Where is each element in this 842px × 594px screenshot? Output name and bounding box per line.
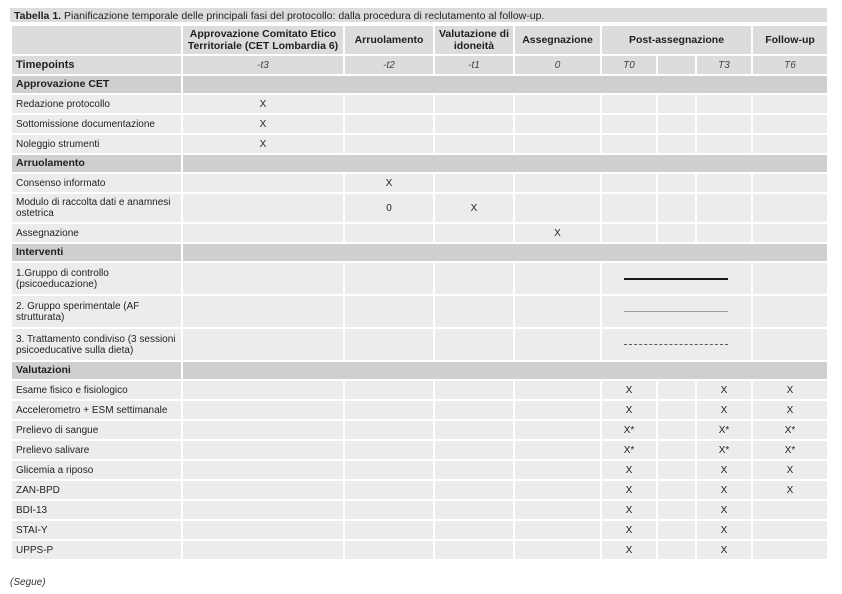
- cell-followup: [752, 173, 828, 193]
- intervention-line-cell: [601, 262, 752, 295]
- schedule-table: [10, 24, 829, 561]
- cell-arruolamento: [344, 420, 434, 440]
- cell-assegnazione: [514, 173, 601, 193]
- cell-arruolamento: [344, 400, 434, 420]
- cell-valutazione: [434, 480, 514, 500]
- cell-approvazione: [182, 540, 344, 560]
- header-arruolamento: Arruolamento: [344, 25, 434, 55]
- timepoints-row: [11, 55, 828, 75]
- cell-valutazione: [434, 223, 514, 243]
- section-fill: [182, 361, 828, 380]
- timepoint-valutazione: -t1: [434, 55, 514, 75]
- cell-followup: [752, 262, 828, 295]
- cell-valutazione: [434, 173, 514, 193]
- cell-post-a: [601, 134, 657, 154]
- row-label: Prelievo di sangue: [11, 420, 182, 440]
- cell-approvazione: [182, 400, 344, 420]
- cell-arruolamento: [344, 94, 434, 114]
- row-label: 1.Gruppo di controllo (psicoeducazione): [11, 262, 182, 295]
- section-row-valutazioni: [11, 361, 828, 380]
- cell-arruolamento: [344, 295, 434, 328]
- cell-approvazione: X: [182, 134, 344, 154]
- table-container: [10, 8, 827, 561]
- header-post-assegnazione: Post-assegnazione: [601, 25, 752, 55]
- cell-approvazione: [182, 500, 344, 520]
- table-caption: [10, 8, 827, 24]
- timepoint-post-gap: [657, 55, 696, 75]
- cell-arruolamento: [344, 380, 434, 400]
- row-label: BDI-13: [11, 500, 182, 520]
- cell-post-gap: [657, 460, 696, 480]
- row-label: Assegnazione: [11, 223, 182, 243]
- table-row: [11, 328, 828, 361]
- cell-followup: X: [752, 480, 828, 500]
- cell-assegnazione: [514, 400, 601, 420]
- cell-approvazione: [182, 380, 344, 400]
- cell-arruolamento: [344, 460, 434, 480]
- cell-valutazione: [434, 460, 514, 480]
- cell-approvazione: [182, 262, 344, 295]
- cell-arruolamento: [344, 134, 434, 154]
- row-label: Glicemia a riposo: [11, 460, 182, 480]
- header-assegnazione: Assegnazione: [514, 25, 601, 55]
- row-label: UPPS-P: [11, 540, 182, 560]
- table-row: [11, 400, 828, 420]
- cell-valutazione: [434, 134, 514, 154]
- timepoint-followup: T6: [752, 55, 828, 75]
- cell-approvazione: [182, 480, 344, 500]
- cell-approvazione: [182, 520, 344, 540]
- cell-arruolamento: [344, 440, 434, 460]
- cell-followup: [752, 295, 828, 328]
- section-title: Arruolamento: [11, 154, 182, 173]
- cell-arruolamento: [344, 480, 434, 500]
- cell-post-a: X*: [601, 420, 657, 440]
- cell-post-b: [696, 114, 752, 134]
- cell-assegnazione: [514, 480, 601, 500]
- row-label: Esame fisico e fisiologico: [11, 380, 182, 400]
- cell-post-gap: [657, 114, 696, 134]
- table-row: [11, 420, 828, 440]
- cell-post-b: X: [696, 500, 752, 520]
- header-row: [11, 25, 828, 55]
- timepoints-label: Timepoints: [11, 55, 182, 75]
- cell-post-a: X: [601, 480, 657, 500]
- cell-valutazione: [434, 440, 514, 460]
- cell-followup: X*: [752, 440, 828, 460]
- cell-arruolamento: 0: [344, 193, 434, 223]
- row-label: Sottomissione documentazione: [11, 114, 182, 134]
- cell-followup: [752, 328, 828, 361]
- table-row: [11, 295, 828, 328]
- cell-post-b: X: [696, 460, 752, 480]
- cell-post-b: [696, 173, 752, 193]
- cell-approvazione: [182, 460, 344, 480]
- cell-post-gap: [657, 380, 696, 400]
- cell-post-b: [696, 223, 752, 243]
- cell-assegnazione: [514, 380, 601, 400]
- table-row: [11, 380, 828, 400]
- cell-approvazione: [182, 223, 344, 243]
- cell-assegnazione: [514, 262, 601, 295]
- row-label: 3. Trattamento condiviso (3 sessioni psicoeducative sulla dieta): [11, 328, 182, 361]
- timepoint-approvazione: -t3: [182, 55, 344, 75]
- intervention-line: [624, 311, 728, 312]
- cell-assegnazione: [514, 134, 601, 154]
- cell-post-gap: [657, 173, 696, 193]
- header-approvazione: Approvazione Comitato Etico Territoriale (CET Lombardia 6): [182, 25, 344, 55]
- cell-post-gap: [657, 193, 696, 223]
- caption-text: Pianificazione temporale delle principali fasi del protocollo: dalla procedura di reclutamento al follow-up.: [64, 10, 545, 22]
- cell-post-a: X: [601, 460, 657, 480]
- cell-arruolamento: [344, 540, 434, 560]
- cell-post-a: X: [601, 540, 657, 560]
- cell-followup: [752, 223, 828, 243]
- cell-assegnazione: [514, 114, 601, 134]
- cell-post-b: [696, 193, 752, 223]
- intervention-line: [624, 278, 728, 280]
- cell-followup: X: [752, 400, 828, 420]
- cell-valutazione: [434, 380, 514, 400]
- row-label: Modulo di raccolta dati e anamnesi ostetrica: [11, 193, 182, 223]
- row-label: 2. Gruppo sperimentale (AF strutturata): [11, 295, 182, 328]
- cell-assegnazione: [514, 540, 601, 560]
- cell-post-a: [601, 114, 657, 134]
- cell-post-gap: [657, 500, 696, 520]
- cell-followup: [752, 94, 828, 114]
- table-row: [11, 500, 828, 520]
- cell-approvazione: [182, 420, 344, 440]
- cell-valutazione: X: [434, 193, 514, 223]
- table-row: [11, 114, 828, 134]
- cell-post-gap: [657, 223, 696, 243]
- cell-approvazione: [182, 328, 344, 361]
- cell-approvazione: X: [182, 94, 344, 114]
- cell-post-b: X: [696, 480, 752, 500]
- cell-valutazione: [434, 500, 514, 520]
- cell-assegnazione: [514, 193, 601, 223]
- cell-post-b: X*: [696, 420, 752, 440]
- cell-assegnazione: [514, 295, 601, 328]
- cell-post-b: X: [696, 400, 752, 420]
- cell-approvazione: [182, 193, 344, 223]
- cell-post-a: X: [601, 380, 657, 400]
- row-label: Noleggio strumenti: [11, 134, 182, 154]
- section-row-arruolamento: [11, 154, 828, 173]
- section-fill: [182, 75, 828, 94]
- cell-valutazione: [434, 262, 514, 295]
- cell-followup: [752, 134, 828, 154]
- cell-assegnazione: [514, 460, 601, 480]
- cell-arruolamento: [344, 262, 434, 295]
- header-valutazione: Valutazione di idoneità: [434, 25, 514, 55]
- cell-valutazione: [434, 540, 514, 560]
- row-label: STAI-Y: [11, 520, 182, 540]
- cell-arruolamento: [344, 114, 434, 134]
- section-fill: [182, 154, 828, 173]
- cell-post-a: X*: [601, 440, 657, 460]
- cell-post-gap: [657, 440, 696, 460]
- cell-assegnazione: [514, 520, 601, 540]
- section-title: Interventi: [11, 243, 182, 262]
- cell-followup: X: [752, 460, 828, 480]
- cell-post-b: X*: [696, 440, 752, 460]
- cell-post-gap: [657, 520, 696, 540]
- intervention-line-cell: [601, 295, 752, 328]
- cell-arruolamento: X: [344, 173, 434, 193]
- cell-arruolamento: [344, 223, 434, 243]
- row-label: Consenso informato: [11, 173, 182, 193]
- cell-valutazione: [434, 94, 514, 114]
- cell-post-b: [696, 134, 752, 154]
- section-title: Approvazione CET: [11, 75, 182, 94]
- timepoint-assegnazione: 0: [514, 55, 601, 75]
- timepoint-arruolamento: -t2: [344, 55, 434, 75]
- section-row-interventi: [11, 243, 828, 262]
- cell-valutazione: [434, 114, 514, 134]
- cell-followup: X*: [752, 420, 828, 440]
- cell-arruolamento: [344, 520, 434, 540]
- cell-approvazione: X: [182, 114, 344, 134]
- header-followup: Follow-up: [752, 25, 828, 55]
- table-row: [11, 173, 828, 193]
- timepoint-post-a: T0: [601, 55, 657, 75]
- cell-post-a: X: [601, 500, 657, 520]
- row-label: Accelerometro + ESM settimanale: [11, 400, 182, 420]
- cell-post-a: [601, 223, 657, 243]
- section-row-approvazione: [11, 75, 828, 94]
- cell-followup: [752, 193, 828, 223]
- cell-post-b: X: [696, 540, 752, 560]
- table-row: [11, 193, 828, 223]
- cell-valutazione: [434, 328, 514, 361]
- cell-assegnazione: [514, 440, 601, 460]
- cell-assegnazione: [514, 94, 601, 114]
- cell-post-gap: [657, 420, 696, 440]
- cell-post-a: [601, 94, 657, 114]
- caption-label: Tabella 1.: [14, 10, 62, 22]
- cell-followup: [752, 114, 828, 134]
- cell-assegnazione: [514, 328, 601, 361]
- row-label: ZAN-BPD: [11, 480, 182, 500]
- cell-post-b: X: [696, 520, 752, 540]
- table-row: [11, 440, 828, 460]
- cell-post-gap: [657, 540, 696, 560]
- cell-followup: [752, 500, 828, 520]
- cell-post-gap: [657, 134, 696, 154]
- cell-post-a: [601, 173, 657, 193]
- table-row: [11, 262, 828, 295]
- section-fill: [182, 243, 828, 262]
- section-title: Valutazioni: [11, 361, 182, 380]
- cell-followup: [752, 520, 828, 540]
- cell-post-gap: [657, 480, 696, 500]
- table-row: [11, 94, 828, 114]
- cell-post-gap: [657, 400, 696, 420]
- cell-post-b: X: [696, 380, 752, 400]
- cell-approvazione: [182, 173, 344, 193]
- cell-valutazione: [434, 420, 514, 440]
- header-empty-cell: [11, 25, 182, 55]
- intervention-line-cell: [601, 328, 752, 361]
- cell-assegnazione: [514, 420, 601, 440]
- cell-approvazione: [182, 295, 344, 328]
- timepoint-post-b: T3: [696, 55, 752, 75]
- cell-approvazione: [182, 440, 344, 460]
- cell-valutazione: [434, 520, 514, 540]
- table-row: [11, 223, 828, 243]
- cell-valutazione: [434, 295, 514, 328]
- table-row: [11, 134, 828, 154]
- cell-arruolamento: [344, 500, 434, 520]
- cell-post-a: X: [601, 520, 657, 540]
- cell-post-b: [696, 94, 752, 114]
- cell-arruolamento: [344, 328, 434, 361]
- table-row: [11, 480, 828, 500]
- intervention-line: [624, 344, 728, 345]
- cell-assegnazione: X: [514, 223, 601, 243]
- table-body: [11, 25, 828, 560]
- cell-post-a: X: [601, 400, 657, 420]
- cell-post-gap: [657, 94, 696, 114]
- table-row: [11, 540, 828, 560]
- row-label: Redazione protocollo: [11, 94, 182, 114]
- cell-followup: X: [752, 380, 828, 400]
- continuation-note: (Segue): [10, 577, 46, 588]
- table-row: [11, 460, 828, 480]
- row-label: Prelievo salivare: [11, 440, 182, 460]
- cell-post-a: [601, 193, 657, 223]
- table-row: [11, 520, 828, 540]
- cell-valutazione: [434, 400, 514, 420]
- cell-assegnazione: [514, 500, 601, 520]
- cell-followup: [752, 540, 828, 560]
